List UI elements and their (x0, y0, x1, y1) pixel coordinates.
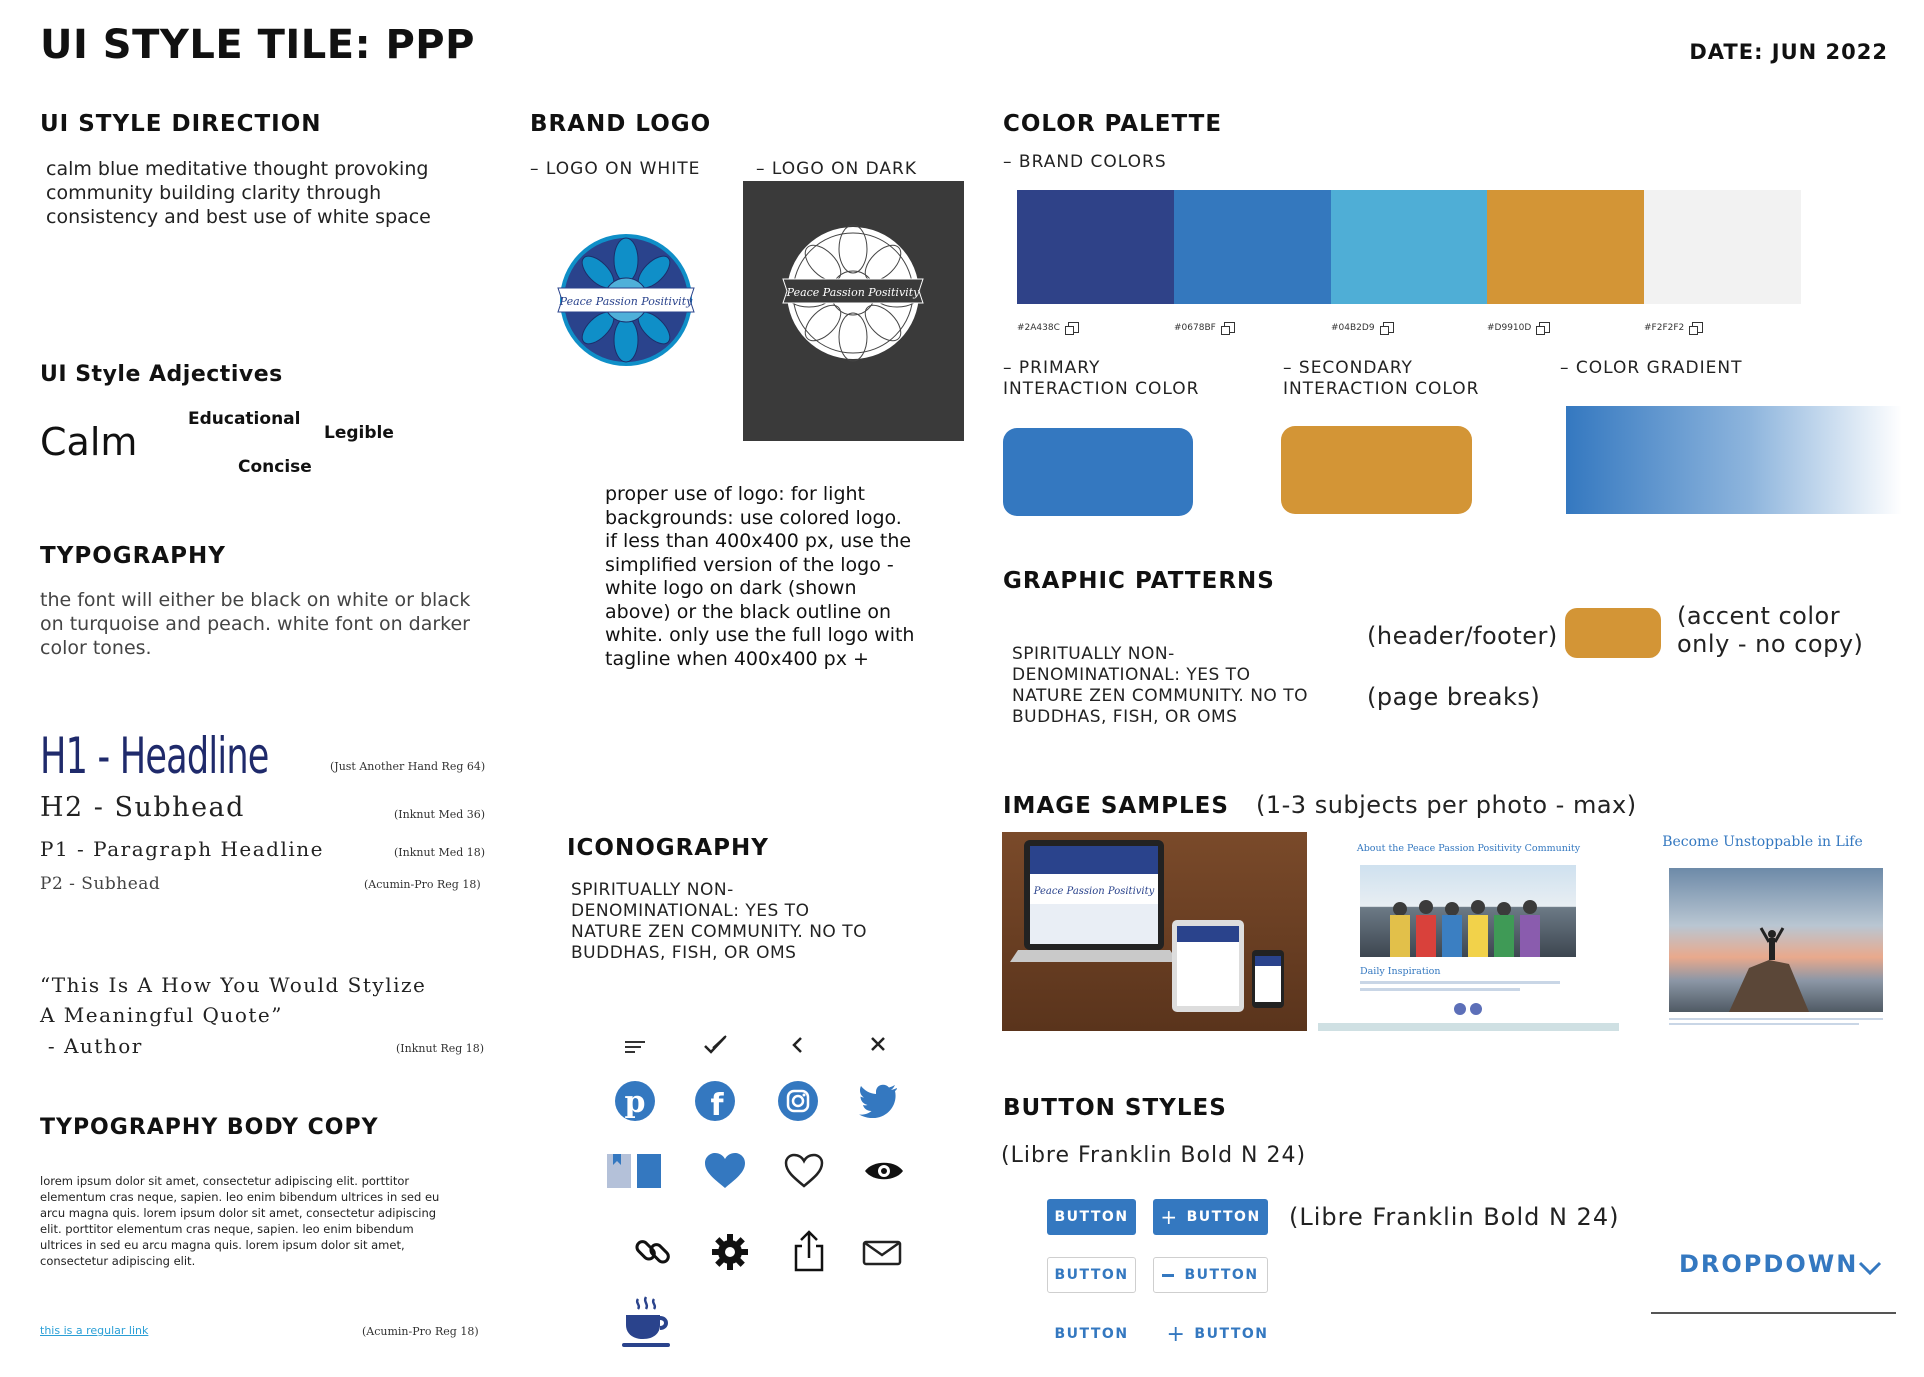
button-filled-with-icon-label: BUTTON (1186, 1209, 1261, 1225)
date-label: DATE: JUN 2022 (1689, 40, 1888, 64)
copy-icon[interactable] (1539, 322, 1550, 333)
primary-label-1: – PRIMARY (1003, 358, 1101, 378)
hex-label-4 (1487, 322, 1550, 333)
button-outline[interactable]: BUTTON (1047, 1257, 1136, 1293)
hex-label-1 (1017, 322, 1079, 333)
swatch-2[interactable] (1174, 190, 1331, 304)
gear-icon[interactable] (708, 1230, 752, 1274)
sample2-lines (1360, 981, 1560, 984)
heart-outline-icon[interactable] (782, 1151, 826, 1191)
sample3-lines (1669, 1018, 1883, 1020)
button-outline-with-icon[interactable] (1153, 1257, 1268, 1293)
dropdown-underline (1651, 1312, 1896, 1314)
dropdown[interactable] (1651, 1245, 1896, 1315)
color-palette-heading: COLOR PALETTE (1003, 111, 1223, 137)
svg-text:Peace Passion Positivity: Peace Passion Positivity (786, 286, 920, 299)
swatch-5[interactable] (1644, 190, 1801, 304)
h2-note: (Inknut Med 36) (394, 808, 486, 821)
button-text[interactable]: BUTTON (1054, 1326, 1129, 1342)
style-direction-heading: UI STYLE DIRECTION (40, 111, 322, 137)
iconography-heading: ICONOGRAPHY (567, 835, 769, 861)
sample2-lines-2 (1360, 988, 1520, 991)
p1-note: (Inknut Med 18) (394, 846, 486, 859)
brand-colors-label: – BRAND COLORS (1003, 152, 1167, 172)
chevron-left-icon[interactable] (784, 1031, 812, 1059)
gradient-chip (1566, 406, 1902, 514)
h1-note: (Just Another Hand Reg 64) (330, 760, 486, 773)
graphic-patterns-heading: GRAPHIC PATTERNS (1003, 568, 1275, 594)
dropdown-label: DROPDOWN (1679, 1250, 1859, 1278)
image-sample-unstoppable (1633, 832, 1892, 1031)
devices-illustration (1002, 832, 1307, 1031)
page-breaks-label: (page breaks) (1367, 683, 1541, 711)
primary-color-chip[interactable] (1003, 428, 1193, 516)
link-icon[interactable] (631, 1230, 675, 1274)
style-direction-text: calm blue meditative thought provoking community building clarity through consistency and best use of white space (46, 158, 431, 228)
chevron-down-icon (1857, 1259, 1883, 1282)
regular-link[interactable]: this is a regular link (40, 1324, 149, 1337)
quote-author: - Author (40, 1034, 143, 1058)
adjective-calm: Calm (40, 420, 138, 464)
menu-icon[interactable] (621, 1033, 649, 1061)
sample3-lines-2 (1669, 1023, 1859, 1025)
eye-icon[interactable] (862, 1155, 906, 1187)
secondary-label-2: INTERACTION COLOR (1283, 379, 1480, 399)
svg-text:p: p (624, 1085, 646, 1120)
logo-white-svg (743, 181, 964, 441)
svg-text:f: f (710, 1088, 724, 1122)
sample3-photo (1669, 868, 1883, 1012)
link-note: (Acumin-Pro Reg 18) (362, 1325, 479, 1338)
logo-dark-panel (743, 181, 964, 441)
pinterest-icon[interactable] (613, 1079, 657, 1123)
image-sample-devices (1002, 832, 1307, 1031)
p1-sample: P1 - Paragraph Headline (40, 837, 324, 861)
sample2-title: About the Peace Passion Positivity Community (1356, 843, 1581, 854)
body-copy-text: lorem ipsum dolor sit amet, consectetur adipiscing elit. porttitor elementum cras neque, sapien. leo enim bibendum ultrices in sed eu arcu magna quis. lorem ipsum dolor sit amet, consectetur adipiscing elit. porttitor elementum cras neque, sapien. leo enim bibendum ultrices in sed eu arcu magna quis. lorem ipsum dolor sit amet, consectetur adipiscing elit. (40, 1174, 440, 1268)
p2-sample: P2 - Subhead (40, 874, 161, 894)
page-title: UI STYLE TILE: PPP (40, 22, 475, 68)
accent-color-chip[interactable] (1565, 608, 1661, 658)
logo-on-dark-label: – LOGO ON DARK (756, 159, 917, 179)
sample2-caption: Daily Inspiration (1360, 966, 1441, 977)
logo-colored-svg (556, 230, 696, 370)
brand-logo-heading: BRAND LOGO (530, 111, 712, 137)
quote-note: (Inknut Reg 18) (396, 1042, 485, 1055)
button-text-with-icon[interactable] (1160, 1316, 1275, 1352)
minus-icon (1162, 1274, 1174, 1277)
typography-text: the font will either be black on white or black on turquoise and peach. white font on darker color tones. (40, 589, 471, 659)
sample2-dot-2 (1470, 1003, 1482, 1015)
body-copy-heading: TYPOGRAPHY BODY COPY (40, 1115, 379, 1140)
quote-line-2: A Meaningful Quote” (40, 1003, 283, 1027)
button-font-note: (Libre Franklin Bold N 24) (1001, 1143, 1307, 1168)
secondary-label-1: – SECONDARY (1283, 358, 1413, 378)
copy-icon[interactable] (1224, 322, 1235, 333)
hex-value-4: #D9910D (1487, 323, 1532, 333)
p2-note: (Acumin-Pro Reg 18) (364, 878, 481, 891)
copy-icon[interactable] (1068, 322, 1079, 333)
coffee-icon[interactable] (618, 1295, 674, 1351)
swatch-3[interactable] (1331, 190, 1487, 304)
adjective-legible: Legible (324, 423, 394, 443)
svg-text:Peace Passion Positivity: Peace Passion Positivity (1033, 886, 1155, 897)
sample2-photo (1360, 865, 1576, 957)
iconography-text: SPIRITUALLY NON-DENOMINATIONAL: YES TO NATURE ZEN COMMUNITY. NO TO BUDDHAS, FISH, OR OMS (571, 880, 867, 963)
adjectives-heading: UI Style Adjectives (40, 362, 283, 387)
hex-value-3: #04B2D9 (1331, 323, 1375, 333)
svg-text:Peace Passion Positivity: Peace Passion Positivity (559, 295, 693, 308)
button-font-note-2: (Libre Franklin Bold N 24) (1289, 1203, 1620, 1231)
image-sample-community (1318, 835, 1619, 1031)
adjective-educational: Educational (188, 409, 301, 429)
button-filled[interactable]: BUTTON (1047, 1199, 1136, 1235)
heart-filled-icon[interactable] (703, 1151, 747, 1191)
hex-value-5: #F2F2F2 (1644, 323, 1685, 333)
accent-note-2: only - no copy) (1677, 630, 1864, 658)
button-text-with-icon-label: BUTTON (1194, 1326, 1269, 1342)
book-icon[interactable] (605, 1149, 665, 1193)
close-icon[interactable] (864, 1030, 892, 1058)
copy-icon[interactable] (1692, 322, 1703, 333)
button-styles-heading: BUTTON STYLES (1003, 1095, 1227, 1121)
plus-icon: + (1160, 1205, 1179, 1229)
swatch-1[interactable] (1017, 190, 1174, 304)
sample2-bottom-bar (1318, 1023, 1619, 1031)
typography-heading: TYPOGRAPHY (40, 543, 226, 569)
share-icon[interactable] (789, 1228, 829, 1274)
instagram-icon[interactable] (776, 1079, 820, 1123)
graphic-patterns-text: SPIRITUALLY NON-DENOMINATIONAL: YES TO NATURE ZEN COMMUNITY. NO TO BUDDHAS, FISH, OR OMS (1012, 644, 1308, 727)
image-samples-note: (1-3 subjects per photo - max) (1256, 791, 1637, 819)
mail-icon[interactable] (860, 1237, 904, 1269)
sample2-dot-1 (1454, 1003, 1466, 1015)
hex-label-2 (1174, 322, 1235, 333)
hex-value-2: #0678BF (1174, 323, 1216, 333)
sample3-title: Become Unstoppable in Life (1662, 834, 1863, 850)
button-filled-with-icon[interactable] (1153, 1199, 1268, 1235)
facebook-icon[interactable] (693, 1079, 737, 1123)
hex-label-5 (1644, 322, 1703, 333)
logo-usage-text: proper use of logo: for light backgrounds: use colored logo. if less than 400x400 px, use the simplified version of the logo - white logo on dark (shown above) or the black outline on white. only use the full logo with tagline when 400x400 px + (605, 483, 915, 670)
logo-colored (556, 230, 696, 370)
adjective-concise: Concise (238, 457, 312, 477)
h1-sample: H1 - Headline (40, 727, 269, 785)
swatch-4[interactable] (1487, 190, 1644, 304)
button-outline-with-icon-label: BUTTON (1184, 1267, 1259, 1283)
primary-label-2: INTERACTION COLOR (1003, 379, 1200, 399)
quote-line-1: “This Is A How You Would Stylize (40, 973, 427, 997)
twitter-icon[interactable] (857, 1078, 901, 1122)
secondary-color-chip[interactable] (1281, 426, 1472, 514)
plus-icon: + (1166, 1321, 1187, 1347)
hex-label-3 (1331, 322, 1394, 333)
header-footer-label: (header/footer) (1367, 622, 1558, 650)
hex-value-1: #2A438C (1017, 323, 1060, 333)
copy-icon[interactable] (1383, 322, 1394, 333)
accent-note-1: (accent color (1677, 602, 1841, 630)
image-samples-heading: IMAGE SAMPLES (1003, 793, 1229, 819)
logo-on-white-label: – LOGO ON WHITE (530, 159, 701, 179)
gradient-label: – COLOR GRADIENT (1560, 358, 1743, 378)
h2-sample: H2 - Subhead (40, 792, 245, 823)
check-icon[interactable] (701, 1030, 731, 1060)
